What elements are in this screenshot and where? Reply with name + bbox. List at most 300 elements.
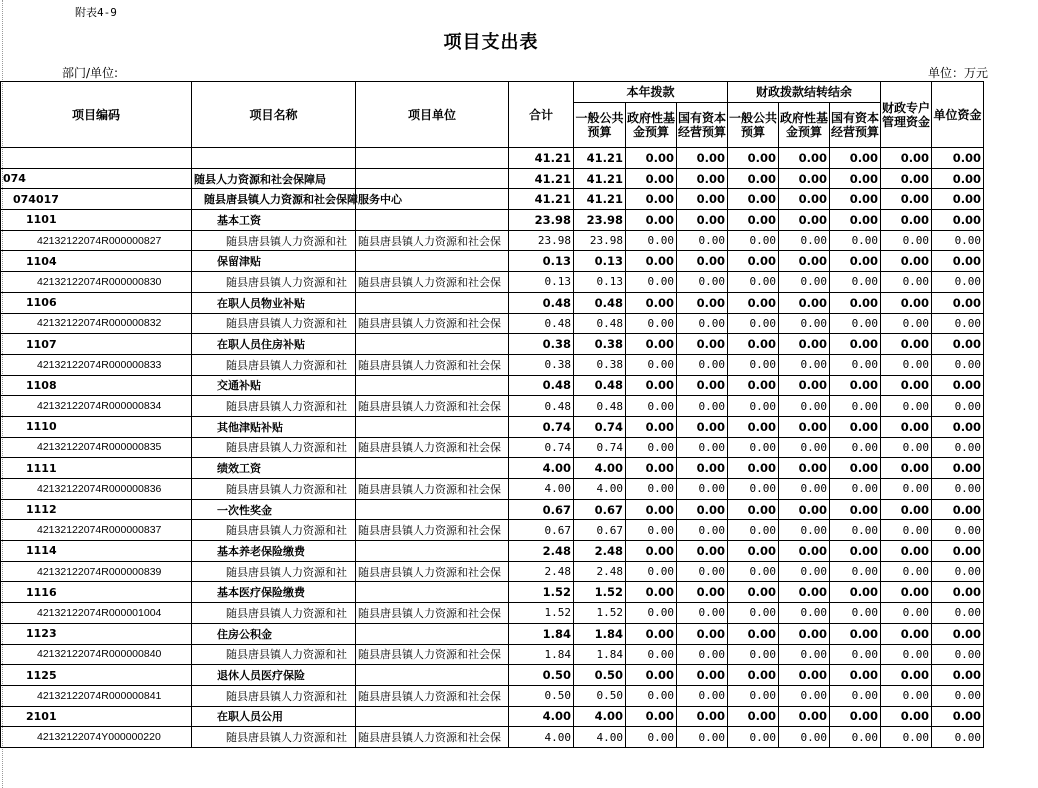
amount-cell: 0.48 [509,375,574,396]
project-unit-cell: 随县唐县镇人力资源和社会保 [356,272,509,293]
table-row [1,685,984,706]
amount-cell: 0.00 [830,210,881,231]
project-name-cell: 随县唐县镇人力资源和社 [192,685,356,706]
amount-cell: 0.00 [881,230,932,251]
amount-cell: 0.00 [677,313,728,334]
amount-cell: 0.00 [779,375,830,396]
amount-cell: 0.48 [509,292,574,313]
amount-cell: 0.00 [881,727,932,748]
table-row [1,479,984,500]
col-header-g1-general: 一般公共预算 [574,103,626,148]
project-code-cell: 42132122074R000000832 [1,313,192,334]
project-unit-cell [356,334,509,355]
project-code-cell: 074 [1,168,192,189]
table-row [1,334,984,355]
amount-cell: 0.00 [779,623,830,644]
project-name-cell: 随县唐县镇人力资源和社会保障服务中心 [192,189,356,210]
project-code-cell: 42132122074R000000839 [1,561,192,582]
amount-cell: 0.00 [779,644,830,665]
amount-cell: 0.00 [728,685,779,706]
amount-cell: 0.00 [779,210,830,231]
col-header-special-account: 财政专户管理资金 [881,82,932,148]
project-code-cell: 42132122074R000000840 [1,644,192,665]
table-row [1,561,984,582]
amount-cell: 0.00 [830,354,881,375]
amount-cell: 0.48 [574,313,626,334]
project-unit-cell: 随县唐县镇人力资源和社会保 [356,685,509,706]
amount-cell: 0.00 [779,354,830,375]
amount-cell: 0.00 [728,520,779,541]
col-header-own-funds: 单位资金 [932,82,984,148]
amount-cell: 2.48 [574,541,626,562]
project-expenditure-table [0,81,984,748]
project-unit-cell [356,168,509,189]
amount-cell: 0.00 [677,334,728,355]
project-name-cell: 随县唐县镇人力资源和社 [192,230,356,251]
project-unit-cell [356,148,509,169]
amount-cell: 0.00 [830,168,881,189]
col-header-g1-fund: 政府性基金预算 [626,103,677,148]
amount-cell: 0.00 [626,458,677,479]
amount-cell: 0.00 [932,210,984,231]
amount-cell: 0.00 [830,685,881,706]
amount-cell: 0.00 [932,396,984,417]
amount-cell: 0.00 [779,603,830,624]
amount-cell: 0.48 [509,313,574,334]
project-name-cell: 随县唐县镇人力资源和社 [192,520,356,541]
project-name-cell: 随县唐县镇人力资源和社 [192,272,356,293]
amount-cell: 0.00 [728,541,779,562]
project-name-cell: 在职人员公用 [192,706,356,727]
project-name-cell: 其他津贴补贴 [192,416,356,437]
project-name-cell: 随县唐县镇人力资源和社 [192,354,356,375]
amount-cell: 0.00 [830,727,881,748]
table-row [1,499,984,520]
table-row [1,665,984,686]
amount-cell: 0.00 [728,727,779,748]
amount-cell: 0.00 [881,416,932,437]
amount-cell: 0.00 [677,458,728,479]
project-code-cell: 1123 [1,623,192,644]
project-unit-cell: 随县唐县镇人力资源和社会保 [356,644,509,665]
amount-cell: 0.38 [509,354,574,375]
amount-cell: 0.00 [728,375,779,396]
amount-cell: 0.00 [779,706,830,727]
project-name-cell: 随县唐县镇人力资源和社 [192,561,356,582]
amount-cell: 0.00 [779,479,830,500]
amount-cell: 0.00 [881,603,932,624]
col-header-g2-general: 一般公共预算 [728,103,779,148]
amount-cell: 0.00 [932,189,984,210]
amount-cell: 0.00 [779,727,830,748]
amount-cell: 0.13 [509,251,574,272]
amount-cell: 0.00 [881,189,932,210]
project-unit-cell [356,210,509,231]
amount-cell: 0.00 [677,499,728,520]
amount-cell: 0.00 [677,541,728,562]
col-header-name: 项目名称 [192,82,356,148]
amount-cell: 0.00 [626,354,677,375]
table-row [1,727,984,748]
amount-cell: 0.00 [677,437,728,458]
amount-cell: 0.00 [677,685,728,706]
amount-cell: 0.00 [932,685,984,706]
project-unit-cell [356,665,509,686]
project-unit-cell: 随县唐县镇人力资源和社会保 [356,520,509,541]
amount-cell: 0.00 [677,644,728,665]
amount-cell: 0.00 [932,375,984,396]
col-group-carryover: 财政拨款结转结余 [728,82,881,103]
amount-cell: 0.00 [779,168,830,189]
amount-cell: 41.21 [509,148,574,169]
amount-cell: 41.21 [509,189,574,210]
amount-cell: 0.00 [626,375,677,396]
amount-cell: 0.00 [830,148,881,169]
amount-cell: 0.00 [830,499,881,520]
amount-cell: 0.00 [626,520,677,541]
amount-cell: 0.74 [509,437,574,458]
amount-cell: 0.00 [626,251,677,272]
amount-cell: 0.00 [830,603,881,624]
amount-cell: 41.21 [509,168,574,189]
project-name-cell: 基本养老保险缴费 [192,541,356,562]
amount-cell: 0.00 [626,210,677,231]
amount-cell: 0.38 [574,354,626,375]
unit-label: 单位：万元 [928,66,989,80]
project-name-cell: 基本工资 [192,210,356,231]
amount-cell: 0.00 [677,396,728,417]
amount-cell: 4.00 [574,479,626,500]
project-unit-cell: 随县唐县镇人力资源和社会保 [356,479,509,500]
col-header-g2-fund: 政府性基金预算 [779,103,830,148]
project-code-cell: 42132122074Y000000220 [1,727,192,748]
amount-cell: 0.13 [509,272,574,293]
project-unit-cell: 随县唐县镇人力资源和社会保 [356,313,509,334]
amount-cell: 0.00 [626,706,677,727]
project-code-cell: 42132122074R000000837 [1,520,192,541]
project-name-cell: 退休人员医疗保险 [192,665,356,686]
project-unit-cell: 随县唐县镇人力资源和社会保 [356,437,509,458]
amount-cell: 1.52 [509,603,574,624]
project-unit-cell: 随县唐县镇人力资源和社会保 [356,354,509,375]
amount-cell: 0.00 [932,644,984,665]
project-code-cell: 42132122074R000000833 [1,354,192,375]
amount-cell: 0.00 [779,189,830,210]
amount-cell: 0.00 [626,479,677,500]
amount-cell: 0.00 [881,582,932,603]
amount-cell: 0.00 [932,561,984,582]
amount-cell: 0.50 [509,665,574,686]
amount-cell: 0.00 [881,685,932,706]
table-row [1,292,984,313]
amount-cell: 0.38 [574,334,626,355]
col-header-total: 合计 [509,82,574,148]
project-code-cell: 1101 [1,210,192,231]
project-code-cell: 1114 [1,541,192,562]
amount-cell: 0.00 [677,230,728,251]
project-code-cell: 1112 [1,499,192,520]
project-code-cell: 42132122074R000000827 [1,230,192,251]
amount-cell: 0.00 [932,479,984,500]
amount-cell: 0.00 [626,168,677,189]
amount-cell: 0.00 [728,210,779,231]
amount-cell: 0.00 [881,272,932,293]
amount-cell: 0.00 [881,437,932,458]
amount-cell: 0.00 [881,706,932,727]
amount-cell: 0.00 [881,210,932,231]
amount-cell: 0.00 [728,665,779,686]
amount-cell: 0.67 [574,499,626,520]
amount-cell: 0.00 [677,479,728,500]
amount-cell: 0.00 [677,354,728,375]
amount-cell: 0.00 [677,210,728,231]
amount-cell: 0.00 [830,582,881,603]
project-name-cell: 随县人力资源和社会保障局 [192,168,356,189]
amount-cell: 0.00 [830,375,881,396]
amount-cell: 1.84 [509,623,574,644]
amount-cell: 0.00 [677,603,728,624]
amount-cell: 0.00 [830,313,881,334]
project-unit-cell [356,541,509,562]
project-name-cell: 交通补贴 [192,375,356,396]
amount-cell: 0.00 [830,644,881,665]
project-name-cell: 随县唐县镇人力资源和社 [192,603,356,624]
col-header-g1-state-capital: 国有资本经营预算 [677,103,728,148]
amount-cell: 0.00 [779,541,830,562]
amount-cell: 0.00 [932,251,984,272]
amount-cell: 0.00 [932,354,984,375]
project-name-cell: 住房公积金 [192,623,356,644]
table-row [1,354,984,375]
amount-cell: 0.00 [626,148,677,169]
amount-cell: 0.67 [509,520,574,541]
amount-cell: 0.00 [779,437,830,458]
table-row [1,644,984,665]
amount-cell: 0.00 [728,582,779,603]
amount-cell: 0.00 [779,334,830,355]
amount-cell: 0.00 [626,189,677,210]
table-row [1,230,984,251]
amount-cell: 0.00 [779,458,830,479]
amount-cell: 0.00 [881,354,932,375]
project-unit-cell [356,582,509,603]
amount-cell: 0.00 [830,706,881,727]
amount-cell: 0.00 [677,706,728,727]
amount-cell: 0.00 [728,623,779,644]
project-name-cell: 随县唐县镇人力资源和社 [192,313,356,334]
table-row [1,458,984,479]
amount-cell: 0.00 [677,561,728,582]
amount-cell: 41.21 [574,168,626,189]
amount-cell: 0.00 [626,582,677,603]
amount-cell: 0.00 [779,272,830,293]
project-code-cell: 1116 [1,582,192,603]
amount-cell: 0.00 [881,334,932,355]
amount-cell: 0.00 [932,148,984,169]
amount-cell: 0.00 [626,727,677,748]
project-code-cell: 1111 [1,458,192,479]
amount-cell: 1.84 [509,644,574,665]
project-unit-cell [356,292,509,313]
department-label: 部门/单位: [62,66,119,80]
amount-cell: 0.67 [574,520,626,541]
amount-cell: 0.00 [830,189,881,210]
amount-cell: 0.74 [509,416,574,437]
amount-cell: 0.00 [779,416,830,437]
amount-cell: 0.00 [728,168,779,189]
amount-cell: 0.00 [932,437,984,458]
table-row [1,148,984,169]
project-code-cell: 1108 [1,375,192,396]
amount-cell: 4.00 [574,458,626,479]
amount-cell: 0.00 [626,272,677,293]
project-code-cell: 42132122074R000000836 [1,479,192,500]
amount-cell: 0.00 [728,644,779,665]
amount-cell: 0.00 [830,665,881,686]
amount-cell: 0.00 [677,665,728,686]
amount-cell: 0.00 [728,189,779,210]
amount-cell: 0.00 [779,685,830,706]
col-header-code: 项目编码 [1,82,192,148]
amount-cell: 0.00 [626,685,677,706]
amount-cell: 0.00 [881,313,932,334]
amount-cell: 0.00 [728,561,779,582]
amount-cell: 0.38 [509,334,574,355]
project-name-cell: 随县唐县镇人力资源和社 [192,644,356,665]
amount-cell: 0.50 [509,685,574,706]
project-code-cell: 42132122074R000000841 [1,685,192,706]
col-header-unit: 项目单位 [356,82,509,148]
amount-cell: 0.00 [932,520,984,541]
amount-cell: 0.50 [574,685,626,706]
amount-cell: 0.00 [779,251,830,272]
amount-cell: 0.13 [574,272,626,293]
amount-cell: 0.00 [932,272,984,293]
amount-cell: 0.00 [728,437,779,458]
project-code-cell: 2101 [1,706,192,727]
project-name-cell: 随县唐县镇人力资源和社 [192,437,356,458]
project-code-cell: 1104 [1,251,192,272]
amount-cell: 2.48 [509,541,574,562]
amount-cell: 0.13 [574,251,626,272]
amount-cell: 0.00 [626,334,677,355]
amount-cell: 0.00 [932,292,984,313]
amount-cell: 0.00 [932,313,984,334]
project-name-cell: 保留津贴 [192,251,356,272]
amount-cell: 4.00 [509,706,574,727]
project-unit-cell: 随县唐县镇人力资源和社会保 [356,396,509,417]
project-name-cell: 绩效工资 [192,458,356,479]
amount-cell: 0.00 [626,396,677,417]
amount-cell: 0.00 [881,168,932,189]
amount-cell: 4.00 [574,706,626,727]
amount-cell: 0.00 [830,272,881,293]
amount-cell: 0.67 [509,499,574,520]
amount-cell: 0.00 [932,334,984,355]
amount-cell: 0.00 [881,665,932,686]
amount-cell: 2.48 [509,561,574,582]
amount-cell: 1.52 [509,582,574,603]
table-row [1,437,984,458]
project-unit-cell: 随县唐县镇人力资源和社会保 [356,561,509,582]
amount-cell: 0.00 [626,499,677,520]
amount-cell: 0.00 [626,292,677,313]
amount-cell: 0.00 [932,603,984,624]
amount-cell: 0.00 [830,334,881,355]
table-row [1,623,984,644]
amount-cell: 0.00 [932,623,984,644]
amount-cell: 0.00 [779,396,830,417]
amount-cell: 0.00 [932,582,984,603]
amount-cell: 0.00 [779,582,830,603]
amount-cell: 0.00 [728,706,779,727]
amount-cell: 0.00 [881,375,932,396]
table-row [1,251,984,272]
table-row [1,189,984,210]
amount-cell: 0.00 [728,148,779,169]
table-row [1,272,984,293]
project-code-cell: 1107 [1,334,192,355]
table-row [1,313,984,334]
project-name-cell [192,148,356,169]
amount-cell: 0.00 [881,479,932,500]
project-code-cell: 42132122074R000000834 [1,396,192,417]
amount-cell: 0.00 [779,561,830,582]
amount-cell: 0.00 [830,458,881,479]
project-code-cell: 1125 [1,665,192,686]
table-row [1,541,984,562]
amount-cell: 0.00 [779,313,830,334]
project-code-cell: 42132122074R000000835 [1,437,192,458]
amount-cell: 0.00 [779,292,830,313]
amount-cell: 0.00 [677,251,728,272]
amount-cell: 1.52 [574,582,626,603]
amount-cell: 0.00 [881,458,932,479]
amount-cell: 41.21 [574,189,626,210]
amount-cell: 0.00 [626,644,677,665]
amount-cell: 41.21 [574,148,626,169]
amount-cell: 0.00 [932,168,984,189]
amount-cell: 4.00 [574,727,626,748]
project-code-cell: 074017 [1,189,192,210]
amount-cell: 0.00 [728,272,779,293]
amount-cell: 0.00 [728,458,779,479]
amount-cell: 0.00 [881,396,932,417]
appendix-label: 附表4-9 [75,6,117,19]
amount-cell: 0.00 [677,189,728,210]
amount-cell: 0.00 [677,148,728,169]
amount-cell: 0.00 [626,541,677,562]
amount-cell: 0.00 [677,375,728,396]
amount-cell: 0.00 [830,479,881,500]
amount-cell: 0.48 [509,396,574,417]
amount-cell: 0.00 [626,665,677,686]
amount-cell: 0.00 [677,292,728,313]
amount-cell: 0.00 [830,437,881,458]
amount-cell: 0.00 [677,727,728,748]
amount-cell: 4.00 [509,458,574,479]
project-name-cell: 基本医疗保险缴费 [192,582,356,603]
amount-cell: 0.00 [626,230,677,251]
amount-cell: 0.00 [779,665,830,686]
amount-cell: 0.00 [677,623,728,644]
amount-cell: 0.00 [626,623,677,644]
amount-cell: 0.00 [932,706,984,727]
amount-cell: 0.00 [626,416,677,437]
amount-cell: 0.00 [677,582,728,603]
amount-cell: 0.48 [574,396,626,417]
amount-cell: 23.98 [574,230,626,251]
